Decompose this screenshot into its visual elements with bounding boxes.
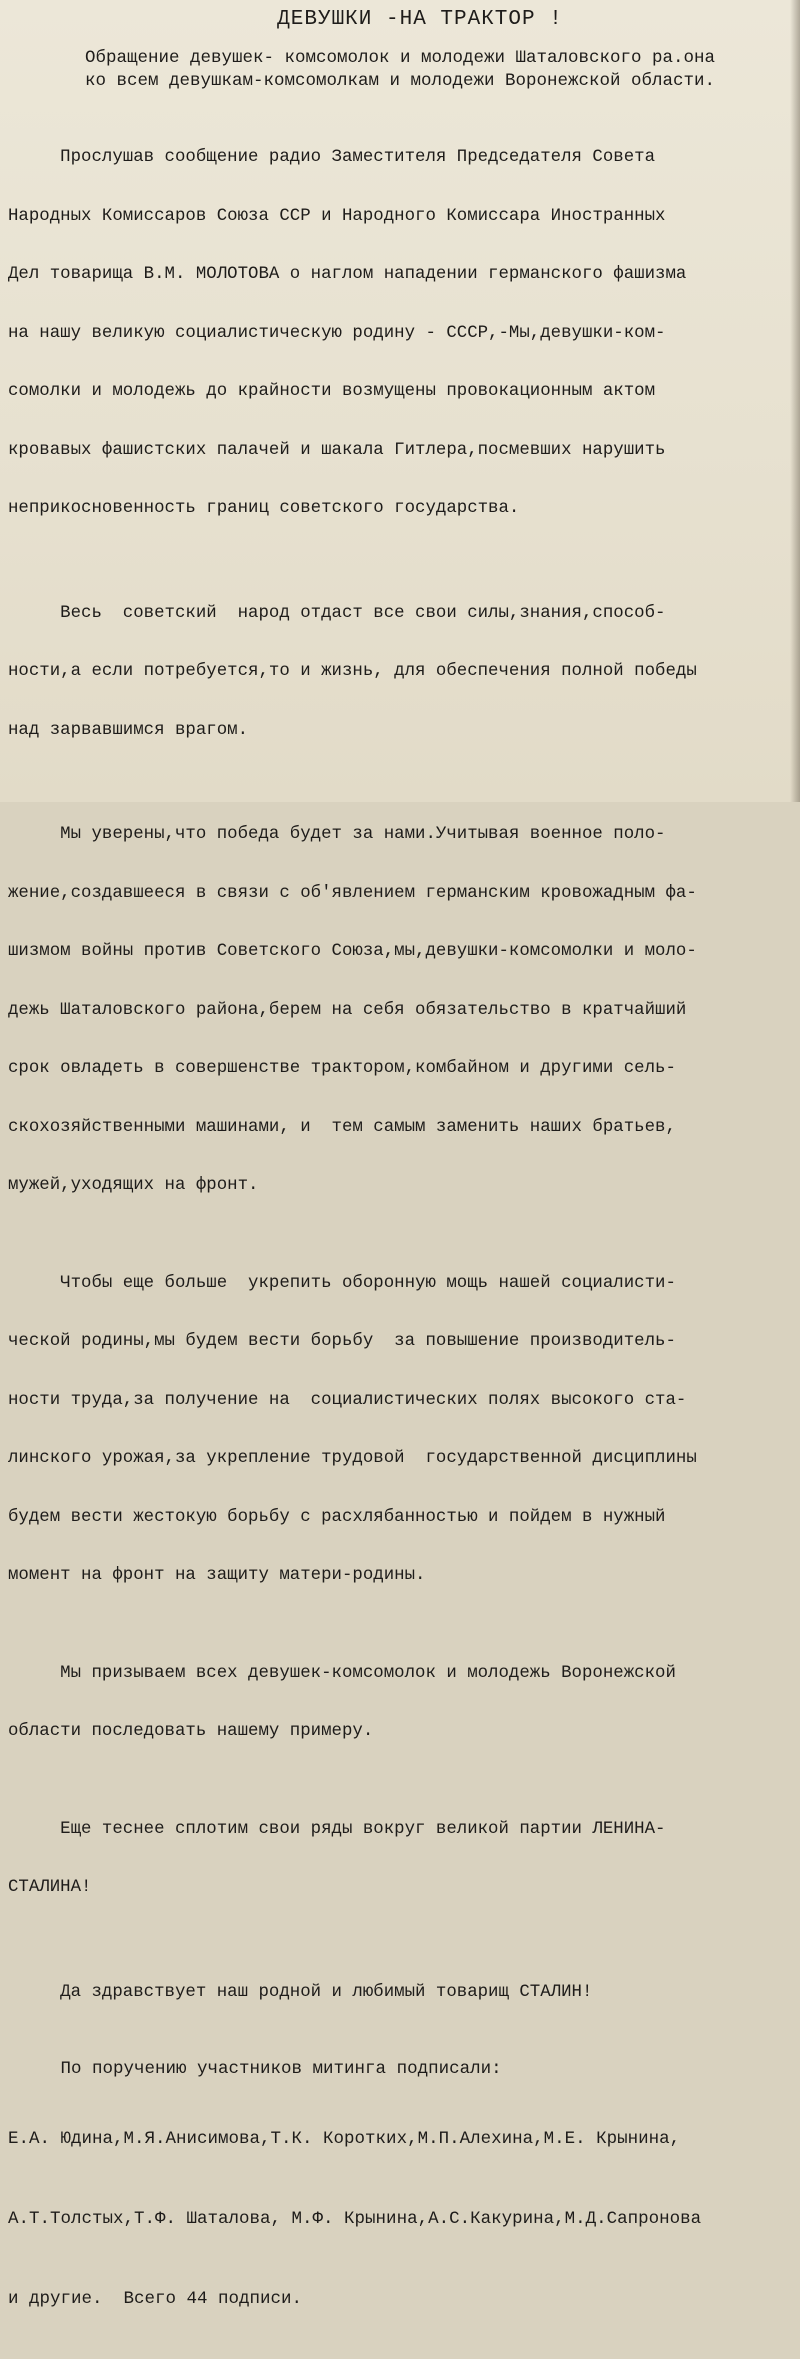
text-line: кровавых фашистских палачей и шакала Гитлера,посмевших нарушить [8, 440, 666, 460]
closing-salute [8, 1944, 792, 2042]
document-title: ДЕВУШКИ -НА ТРАКТОР ! [277, 8, 563, 31]
signed-by-intro: По поручению участников митинга подписали: [8, 2059, 502, 2079]
signatories-line: и другие. Всего 44 подписи. [8, 2289, 303, 2309]
text-line: Дел товарища В.М. МОЛОТОВА о наглом нападении германского фашизма [8, 265, 687, 284]
signatories-list [8, 2079, 792, 2359]
text-line: дежь Шаталовского района,берем на себя обязательство в кратчайший [8, 1000, 687, 1020]
text-line: СТАЛИНА! [8, 1878, 92, 1897]
text-line: линского урожая,за укрепление трудовой государственной дисциплины [8, 1449, 697, 1468]
text-line: мужей,уходящих на фронт. [8, 1176, 259, 1195]
text-line: Чтобы еще больше укрепить оборонную мощь нашей социалисти- [8, 1273, 676, 1293]
page-edge-shadow [790, 0, 800, 802]
text-line: срок овладеть в совершенстве трактором,комбайном и другими сель- [8, 1059, 676, 1078]
paragraph-radio-announcement [8, 109, 792, 558]
paragraph-commitment [8, 786, 792, 1235]
text-line: ности,а если потребуется,то и жизнь, для обеспечения полной победы [8, 662, 697, 681]
text-line: скохозяйственными машинами, и тем самым заменить наших братьев, [8, 1117, 676, 1137]
text-line: Да здравствует наш родной и любимый товарищ СТАЛИН! [8, 1982, 593, 2002]
text-line: ности труда,за получение на социалистических полях высокого ста- [8, 1390, 687, 1410]
text-line: на нашу великую социалистическую родину - СССР,-Мы,девушки-ком- [8, 323, 666, 343]
text-line: Мы уверены,что победа будет за нами.Учитывая военное поло- [8, 825, 666, 844]
text-line: Весь советский народ отдаст все свои силы,знания,способ- [8, 603, 666, 623]
text-line: области последовать нашему примеру. [8, 1722, 374, 1741]
paragraph-rally [8, 1781, 792, 1937]
paragraph-defense [8, 1235, 792, 1625]
text-line: неприкосновенность границ советского государства. [8, 499, 520, 518]
document-subtitle [8, 47, 792, 93]
text-line: ческой родины,мы будем вести борьбу за повышение производитель- [8, 1332, 676, 1351]
subtitle-line: Обращение девушек- комсомолок и молодежи Шаталовского ра.она [84, 48, 716, 68]
text-line: Еще теснее сплотим свои ряды вокруг великой партии ЛЕНИНА- [8, 1819, 666, 1839]
text-line: будем вести жестокую борьбу с расхлябанностью и пойдем в нужный [8, 1507, 666, 1527]
subtitle-line: ко всем девушкам-комсомолкам и молодежи Воронежской области. [84, 71, 716, 91]
text-line: сомолки и молодежь до крайности возмущены провокационным актом [8, 382, 656, 401]
signatories-line: А.Т.Толстых,Т.Ф. Шаталова, М.Ф. Крынина,А.С.Какурина,М.Д.Сапронова [8, 2209, 702, 2229]
paragraph-whole-nation [8, 565, 792, 780]
text-line: момент на фронт на защиту матери-родины. [8, 1566, 426, 1585]
signatories-line: Е.А. Юдина,М.Я.Анисимова,Т.К. Коротких,М.П.Алехина,М.Е. Крынина, [8, 2129, 681, 2149]
text-line: над зарвавшимся врагом. [8, 720, 249, 740]
paragraph-appeal [8, 1625, 792, 1781]
text-line: Прослушав сообщение радио Заместителя Председателя Совета [8, 148, 656, 167]
text-line: шизмом войны против Советского Союза,мы,девушки-комсомолки и моло- [8, 942, 697, 961]
text-line: Народных Комиссаров Союза ССР и Народного Комиссара Иностранных [8, 206, 666, 226]
text-line: жение,создавшееся в связи с об'явлением германским кровожадным фа- [8, 883, 697, 903]
text-line: Мы призываем всех девушек-комсомолок и молодежь Воронежской [8, 1663, 676, 1683]
